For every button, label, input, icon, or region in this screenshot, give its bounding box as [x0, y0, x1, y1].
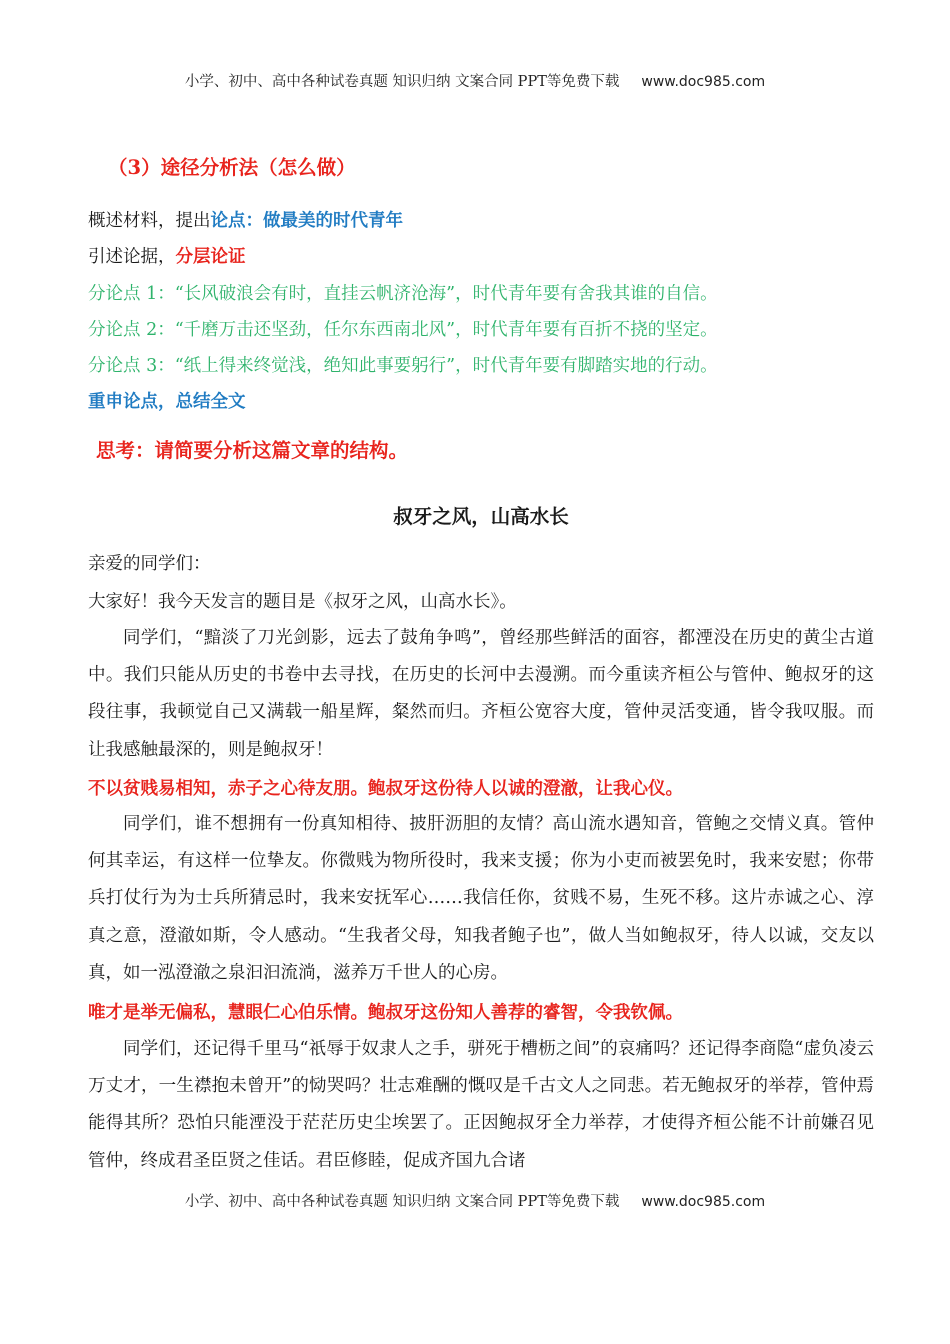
thinking-question: 思考：请简要分析这篇文章的结构。 [96, 439, 409, 462]
essay-paragraph-2: 同学们，谁不想拥有一份真知相待、披肝沥胆的友情？高山流水遇知音，管鲍之交情义真。管仲何其幸运，有这样一位挚友。你微贱为物所役时，我来支援；你为小吏而被罢免时，我来安慰；你带兵打仗行为为士兵所猜忌时，我来安抚军心……我信任你，贫贱不易，生死不移。这片赤诚之心、淳真之意，澄澈如斯，令人感动。“生我者父母，知我者鲍子也”，做人当如鲍叔牙，待人以诚，交友以真，如一泓澄澈之泉汩汩流淌，滋养万千世人的心房。 [88, 814, 874, 983]
outline-line-2-prefix: 引述论据， [88, 247, 176, 267]
outline-line-1-prefix: 概述材料，提出 [88, 211, 211, 231]
essay-paragraph-1: 同学们，“黯淡了刀光剑影，远去了鼓角争鸣”，曾经那些鲜活的面容，都湮没在历史的黄尘古道中。我们只能从历史的书卷中去寻找，在历史的长河中去漫溯。而今重读齐桓公与管仲、鲍叔牙的这段往事，我顿觉自己又满载一船星辉，粲然而归。齐桓公宽容大度，管仲灵活变通，皆令我叹服。而让我感触最深的，则是鲍叔牙！ [88, 628, 874, 760]
essay-intro: 大家好！我今天发言的题目是《叔牙之风，山高水长》。 [88, 592, 517, 612]
footer-site-link[interactable]: www.doc985.com [641, 1194, 766, 1210]
outline-line-1 [88, 209, 403, 233]
conclusion-line: 重申论点，总结全文 [88, 392, 246, 412]
essay-greeting: 亲爱的同学们： [88, 554, 211, 574]
page-header [0, 70, 950, 91]
header-text: 小学、初中、高中各种试卷真题 知识归纳 文案合同 PPT等免费下载 [184, 74, 620, 90]
footer-text: 小学、初中、高中各种试卷真题 知识归纳 文案合同 PPT等免费下载 [184, 1194, 620, 1210]
sub-point-3: 分论点 3：“纸上得来终觉浅，绝知此事要躬行”，时代青年要有脚踏实地的行动。 [88, 356, 718, 376]
header-site-link[interactable]: www.doc985.com [641, 74, 766, 90]
sub-point-2: 分论点 2：“千磨万击还坚劲，任尔东西南北风”，时代青年要有百折不挠的坚定。 [88, 320, 718, 340]
section-heading: （3）途径分析法（怎么做） [108, 156, 356, 179]
outline-line-2 [88, 245, 246, 269]
layered-argument-label: 分层论证 [175, 247, 246, 267]
sub-point-1: 分论点 1：“长风破浪会有时，直挂云帆济沧海”，时代青年要有舍我其谁的自信。 [88, 284, 718, 304]
page-footer [0, 1190, 950, 1211]
thesis-label: 论点：做最美的时代青年 [210, 211, 403, 231]
essay-paragraph-3: 同学们，还记得千里马“祇辱于奴隶人之手，骈死于槽枥之间”的哀痛吗？还记得李商隐“虚负凌云万丈才，一生襟抱未曾开”的恸哭吗？壮志难酬的慨叹是千古文人之同悲。若无鲍叔牙的举荐，管仲焉能得其所？恐怕只能湮没于茫茫历史尘埃罢了。正因鲍叔牙全力举荐，才使得齐桓公能不计前嫌召见管仲，终成君圣臣贤之佳话。君臣修睦，促成齐国九合诸 [88, 1039, 874, 1171]
essay-highlight-2: 唯才是举无偏私，慧眼仁心伯乐情。鲍叔牙这份知人善荐的睿智，令我钦佩。 [88, 1003, 683, 1023]
essay-title: 叔牙之风，山高水长 [393, 505, 569, 528]
essay-highlight-1: 不以贫贱易相知，赤子之心待友朋。鲍叔牙这份待人以诚的澄澈，让我心仪。 [88, 779, 683, 799]
